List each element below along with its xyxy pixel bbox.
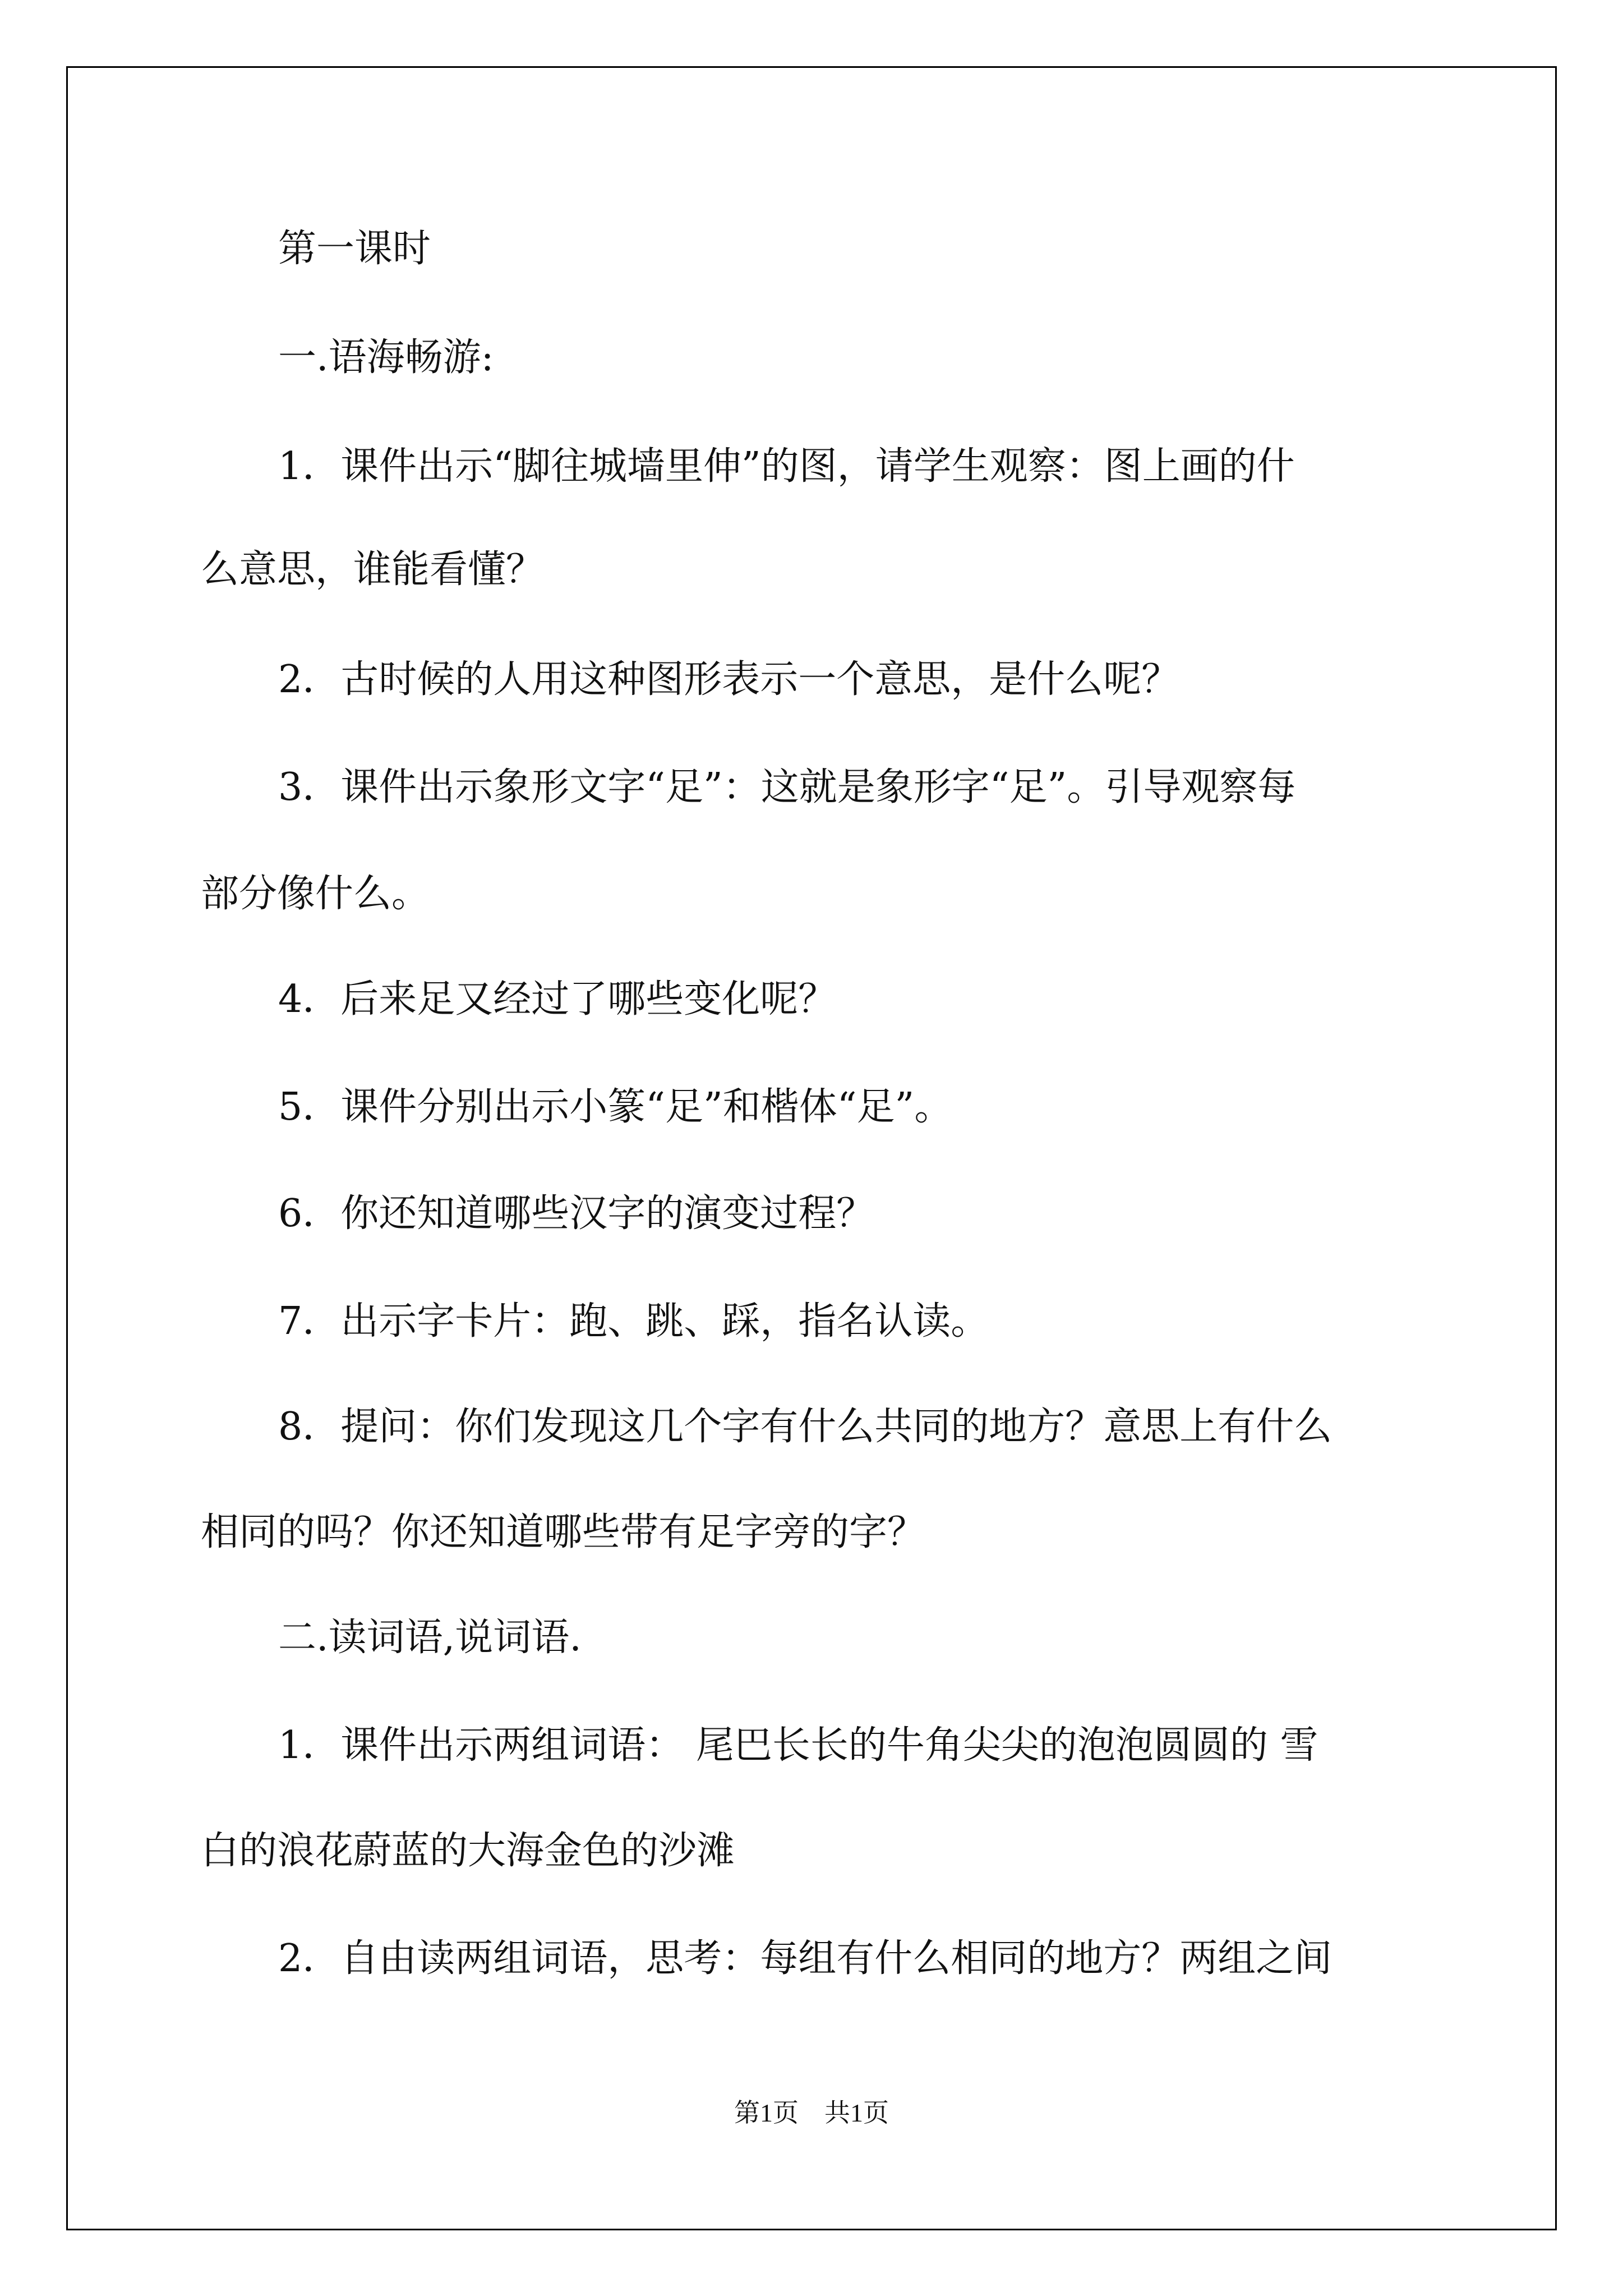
section-heading: 二.读词语,说词语. bbox=[278, 1616, 582, 1660]
page-border bbox=[66, 66, 1557, 2230]
paragraph-line: 2．古时候的人用这种图形表示一个意思，是什么呢？ bbox=[278, 657, 1180, 702]
paragraph-line: 4．后来足又经过了哪些变化呢？ bbox=[278, 977, 837, 1022]
paragraph-line: 5．课件分别出示小篆“足”和楷体“足”。 bbox=[278, 1085, 953, 1129]
paragraph-line: 么意思，谁能看懂？ bbox=[201, 547, 545, 592]
paragraph-line: 部分像什么。 bbox=[201, 872, 430, 916]
paragraph-line: 白的浪花蔚蓝的大海金色的沙滩 bbox=[201, 1829, 735, 1873]
page-footer: 第1页 共1页 bbox=[734, 2099, 889, 2127]
paragraph-line: 1．课件出示“脚往城墙里伸”的图，请学生观察：图上画的什 bbox=[278, 444, 1295, 489]
section-heading: 一.语海畅游: bbox=[278, 335, 494, 380]
paragraph-line: 3．课件出示象形文字“足”：这就是象形字“足”。引导观察每 bbox=[278, 765, 1296, 809]
lesson-title: 第一课时 bbox=[278, 227, 431, 271]
paragraph-line: 1．课件出示两组词语： 尾巴长长的牛角尖尖的泡泡圆圆的 雪 bbox=[278, 1723, 1318, 1768]
paragraph-line: 相同的吗？你还知道哪些带有足字旁的字？ bbox=[201, 1510, 926, 1554]
paragraph-line: 8．提问：你们发现这几个字有什么共同的地方？意思上有什么 bbox=[278, 1405, 1332, 1449]
paragraph-line: 6．你还知道哪些汉字的演变过程？ bbox=[278, 1191, 875, 1236]
paragraph-line: 2．自由读两组词语，思考：每组有什么相同的地方？两组之间 bbox=[278, 1936, 1332, 1981]
paragraph-line: 7．出示字卡片：跑、跳、踩，指名认读。 bbox=[278, 1299, 989, 1343]
